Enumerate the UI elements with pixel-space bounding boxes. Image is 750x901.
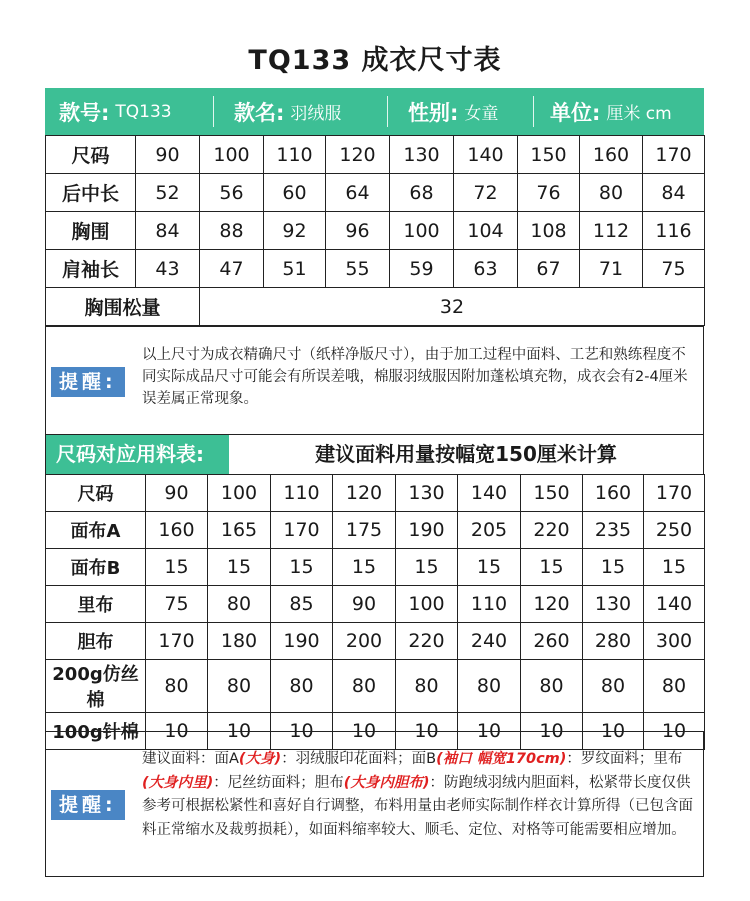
style-no-value: TQ133 [115, 101, 172, 122]
table-cell: 85 [271, 586, 333, 623]
table-cell: 15 [208, 549, 271, 586]
table-cell: 130 [583, 586, 644, 623]
unit-value: 厘米 cm [606, 104, 672, 124]
divider [533, 96, 534, 127]
table-cell: 80 [146, 660, 208, 713]
unit-label: 单位: [550, 100, 601, 125]
row-label: 100g针棉 [46, 713, 146, 750]
table-cell: 190 [271, 623, 333, 660]
style-name-label: 款名: [234, 100, 285, 125]
ease-value: 32 [200, 288, 705, 326]
table-cell: 10 [521, 713, 583, 750]
size-cell: 100 [208, 475, 271, 512]
size-cell: 100 [200, 136, 264, 174]
table-cell: 80 [396, 660, 458, 713]
table-cell: 60 [264, 174, 326, 212]
table-cell: 80 [580, 174, 643, 212]
size-cell: 150 [521, 475, 583, 512]
table-cell: 15 [333, 549, 396, 586]
table-cell: 10 [333, 713, 396, 750]
table-cell: 64 [326, 174, 390, 212]
material-section-header [45, 435, 704, 474]
table-cell: 80 [644, 660, 705, 713]
table-cell: 15 [146, 549, 208, 586]
table-cell: 15 [271, 549, 333, 586]
divider [387, 96, 388, 127]
table-cell: 260 [521, 623, 583, 660]
table-cell: 80 [208, 660, 271, 713]
table-cell: 80 [333, 660, 396, 713]
table-cell: 92 [264, 212, 326, 250]
table-cell: 112 [580, 212, 643, 250]
table-cell: 10 [146, 713, 208, 750]
size-cell: 140 [454, 136, 518, 174]
ease-label: 胸围松量 [46, 288, 200, 326]
table-cell: 165 [208, 512, 271, 549]
table-cell: 75 [146, 586, 208, 623]
table-cell: 80 [271, 660, 333, 713]
table-cell: 108 [518, 212, 580, 250]
table-cell: 220 [396, 623, 458, 660]
size-cell: 170 [644, 475, 705, 512]
table-cell: 56 [200, 174, 264, 212]
reminder-text: 以上尺寸为成衣精确尺寸（纸样净版尺寸），由于加工过程中面料、工艺和熟练程度不同实际成品尺寸可能会有所误差哦，棉服羽绒服因附加蓬松填充物，成衣会有2-4厘米误差属正常现象。 [142, 347, 688, 407]
table-cell: 80 [208, 586, 271, 623]
table-cell: 116 [643, 212, 705, 250]
reminder-tag: 提醒: [51, 367, 125, 397]
table-cell: 180 [208, 623, 271, 660]
highlight-text: (大身内胆布) [343, 774, 430, 791]
gender-label: 性别: [408, 100, 459, 125]
table-cell: 200 [333, 623, 396, 660]
table-cell: 52 [136, 174, 200, 212]
table-cell: 104 [454, 212, 518, 250]
highlight-text: (袖口 幅宽170cm) [436, 751, 567, 767]
table-cell: 175 [333, 512, 396, 549]
info-bar [45, 88, 704, 135]
row-label: 肩袖长 [46, 250, 136, 288]
highlight-text: (大身内里) [142, 774, 214, 791]
table-cell: 47 [200, 250, 264, 288]
style-no [45, 88, 213, 135]
highlight-text: (大身) [238, 751, 282, 767]
size-cell: 120 [326, 136, 390, 174]
table-cell: 90 [333, 586, 396, 623]
reminder-box-2 [45, 731, 704, 877]
table-cell: 140 [644, 586, 705, 623]
row-label: 里布 [46, 586, 146, 623]
table-cell: 190 [396, 512, 458, 549]
table-cell: 68 [390, 174, 454, 212]
material-subtitle: 建议面料用量按幅宽150厘米计算 [315, 442, 617, 466]
table-cell: 280 [583, 623, 644, 660]
text-segment: ：罗纹面料；里布 [566, 751, 683, 767]
table-cell: 43 [136, 250, 200, 288]
table-cell: 84 [643, 174, 705, 212]
table-cell: 300 [644, 623, 705, 660]
row-label: 胸围 [46, 212, 136, 250]
table-cell: 100 [396, 586, 458, 623]
row-label: 面布B [46, 549, 146, 586]
table-cell: 80 [521, 660, 583, 713]
size-cell: 130 [390, 136, 454, 174]
table-cell: 51 [264, 250, 326, 288]
table-cell: 10 [271, 713, 333, 750]
material-table [45, 474, 705, 750]
table-row [46, 212, 705, 250]
table-row [46, 623, 705, 660]
table-cell: 240 [458, 623, 521, 660]
style-name [214, 88, 387, 135]
table-row [46, 512, 705, 549]
divider [213, 96, 214, 127]
size-table [45, 135, 705, 326]
table-cell: 10 [644, 713, 705, 750]
table-cell: 15 [458, 549, 521, 586]
text-segment: ：尼丝纺面料；胆布 [213, 774, 344, 791]
table-cell: 10 [396, 713, 458, 750]
size-cell: 170 [643, 136, 705, 174]
table-cell: 80 [458, 660, 521, 713]
table-row [46, 586, 705, 623]
size-header-row [46, 136, 705, 174]
size-cell: 130 [396, 475, 458, 512]
table-row [46, 660, 705, 713]
table-cell: 10 [583, 713, 644, 750]
size-cell: 90 [146, 475, 208, 512]
row-label: 面布A [46, 512, 146, 549]
table-cell: 15 [521, 549, 583, 586]
row-label: 200g仿丝棉 [46, 660, 146, 713]
table-row [46, 549, 705, 586]
row-label: 后中长 [46, 174, 136, 212]
gender-value: 女童 [464, 104, 499, 124]
size-cell: 140 [458, 475, 521, 512]
page-title: TQ133 成衣尺寸表 [248, 45, 502, 76]
table-cell: 160 [146, 512, 208, 549]
table-row [46, 250, 705, 288]
table-cell: 59 [390, 250, 454, 288]
size-cell: 90 [136, 136, 200, 174]
gender [388, 88, 533, 135]
row-label: 胆布 [46, 623, 146, 660]
size-cell: 160 [583, 475, 644, 512]
row-label: 尺码 [46, 136, 136, 174]
table-cell: 100 [390, 212, 454, 250]
size-cell: 150 [518, 136, 580, 174]
table-cell: 75 [643, 250, 705, 288]
style-name-value: 羽绒服 [290, 104, 342, 124]
table-cell: 80 [583, 660, 644, 713]
table-cell: 110 [458, 586, 521, 623]
text-segment: ：羽绒服印花面料；面B [281, 751, 437, 767]
size-cell: 110 [264, 136, 326, 174]
ease-row [46, 288, 705, 326]
reminder-text [142, 748, 695, 842]
text-segment: ：防跑绒羽绒内胆面料，松紧带长度仅供参考可根据松紧性和喜好自行调整，布料用量由老师实际制作样衣计算所得（已包含面料正常缩水及裁剪损耗），如面料缩率较大、顺毛、定位、对格等可能需要相应增加。 [142, 774, 693, 838]
table-cell: 120 [521, 586, 583, 623]
row-label: 尺码 [46, 475, 146, 512]
size-cell: 120 [333, 475, 396, 512]
table-cell: 205 [458, 512, 521, 549]
table-cell: 72 [454, 174, 518, 212]
table-cell: 170 [146, 623, 208, 660]
table-cell: 84 [136, 212, 200, 250]
table-cell: 76 [518, 174, 580, 212]
reminder-tag: 提醒: [51, 790, 125, 820]
text-segment: 建议面料：面A [142, 751, 239, 767]
reminder-box-1 [45, 326, 704, 435]
table-cell: 15 [396, 549, 458, 586]
table-cell: 250 [644, 512, 705, 549]
table-cell: 235 [583, 512, 644, 549]
table-cell: 170 [271, 512, 333, 549]
size-header-row [46, 475, 705, 512]
size-cell: 160 [580, 136, 643, 174]
material-tag: 尺码对应用料表: [46, 435, 229, 474]
table-cell: 15 [583, 549, 644, 586]
table-cell: 67 [518, 250, 580, 288]
table-cell: 15 [644, 549, 705, 586]
size-cell: 110 [271, 475, 333, 512]
table-cell: 96 [326, 212, 390, 250]
table-cell: 220 [521, 512, 583, 549]
table-cell: 88 [200, 212, 264, 250]
style-no-label: 款号: [59, 100, 110, 125]
table-cell: 71 [580, 250, 643, 288]
table-cell: 63 [454, 250, 518, 288]
table-cell: 10 [458, 713, 521, 750]
table-row [46, 174, 705, 212]
table-cell: 10 [208, 713, 271, 750]
table-cell: 55 [326, 250, 390, 288]
unit [534, 88, 672, 135]
